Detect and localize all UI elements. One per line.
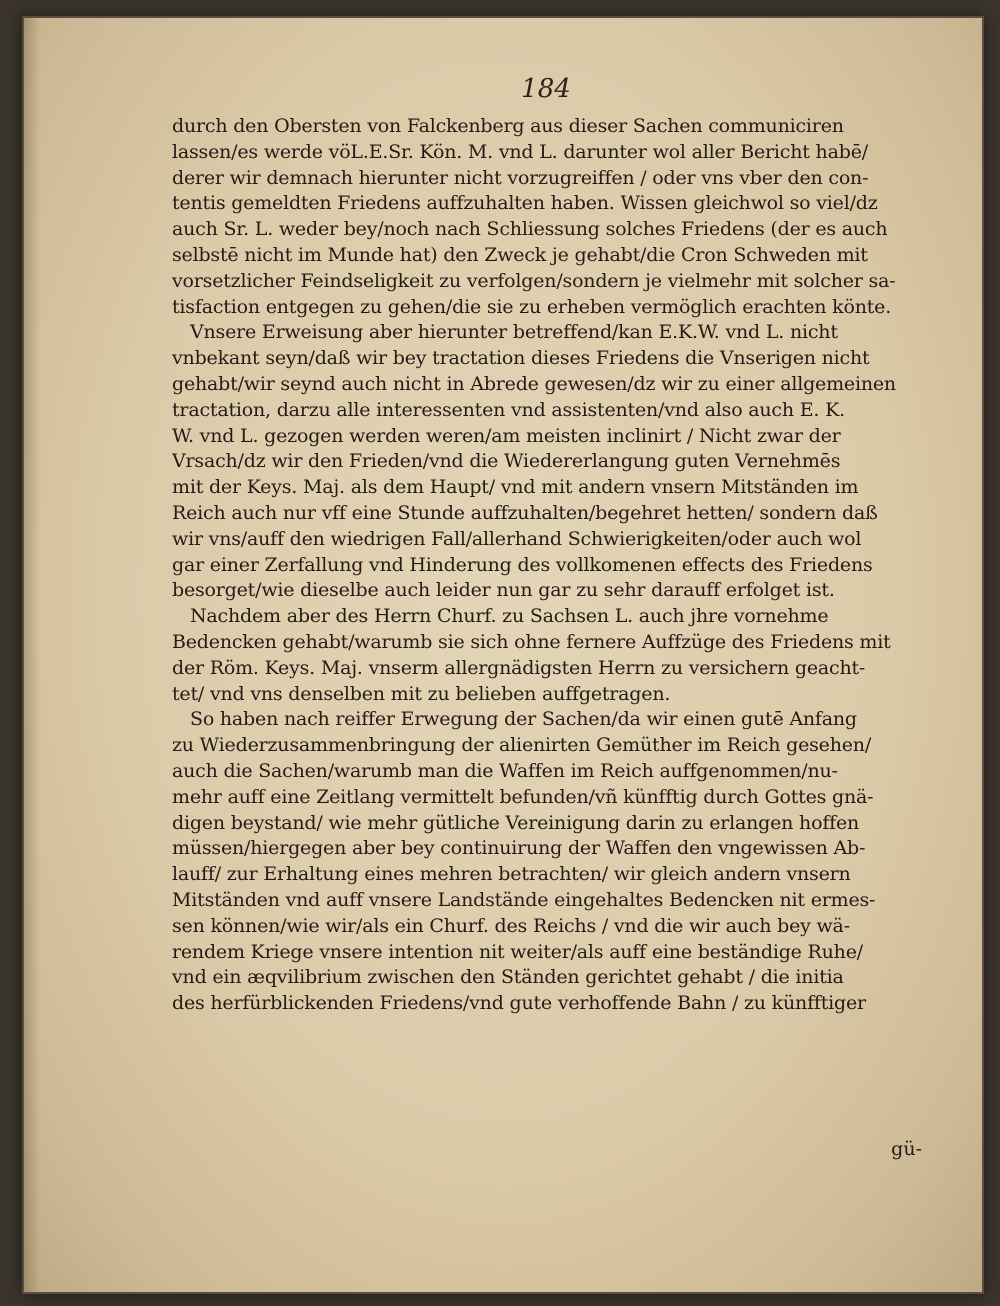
text-line: durch den Obersten von Falckenberg aus dieser Sachen communiciren [172,115,844,137]
text-line: tet/ vnd vns denselben mit zu belieben auffgetragen. [172,682,671,705]
text-line: auch die Sachen/warumb man die Waffen im Reich auffgenommen/nu- [172,759,838,782]
text-line: gehabt/wir seynd auch nicht in Abrede gewesen/dz wir zu einer allgemeinen [172,372,896,395]
text-line: Mitständen vnd auff vnsere Landstände eingehaltes Bedencken nit ermes- [172,888,876,911]
text-line: mehr auff eine Zeitlang vermittelt befunden/vñ künfftig durch Gottes gnä- [172,785,874,808]
text-line: rendem Kriege vnsere intention nit weiter/als auff eine beständige Ruhe/ [172,940,863,963]
text-line: tractation, darzu alle interessenten vnd assistenten/vnd also auch E. K. [172,398,845,421]
catchword: gü- [891,1138,922,1160]
text-line: des herfürblickenden Friedens/vnd gute verhoffende Bahn / zu künfftiger [172,992,866,1015]
text-line: lassen/es werde vöL.E.Sr. Kön. M. vnd L. darunter wol aller Bericht habē/ [172,140,868,163]
page-number: 184 [521,74,571,104]
text-line: besorget/wie dieselbe auch leider nun gar zu sehr darauff erfolget ist. [172,579,835,602]
text-line: lauff/ zur Erhaltung eines mehren betrachten/ wir gleich andern vnsern [172,863,851,886]
text-line: sen können/wie wir/als ein Churf. des Reichs / vnd die wir auch bey wä- [172,914,850,937]
text-line: Reich auch nur vff eine Stunde auffzuhalten/begehret hetten/ sondern daß [172,501,878,524]
text-line: Nachdem aber des Herrn Churf. zu Sachsen L. auch jhre vornehme [190,605,829,628]
text-line: Vnsere Erweisung aber hierunter betreffend/kan E.K.W. vnd L. nicht [190,321,838,344]
text-line: tisfaction entgegen zu gehen/die sie zu erheben vermöglich erachten könte. [172,295,892,318]
text-line: vnbekant seyn/daß wir bey tractation dieses Friedens die Vnserigen nicht [172,347,870,370]
text-line: Vrsach/dz wir den Frieden/vnd die Wiedererlangung guten Vernehmēs [172,450,841,473]
text-line: mit der Keys. Maj. als dem Haupt/ vnd mit andern vnsern Mitständen im [172,476,859,499]
text-line: auch Sr. L. weder bey/noch nach Schliessung solches Friedens (der es auch [172,218,888,241]
text-line: müssen/hiergegen aber bey continuirung der Waffen den vngewissen Ab- [172,837,866,860]
document-page [22,16,984,1294]
text-line: W. vnd L. gezogen werden weren/am meisten inclinirt / Nicht zwar der [172,424,841,447]
text-line: So haben nach reiffer Erwegung der Sachen/da wir einen gutē Anfang [190,708,857,731]
text-line: vnd ein æqvilibrium zwischen den Ständen gerichtet gehabt / die initia [172,966,844,989]
text-line: selbstē nicht im Munde hat) den Zweck je gehabt/die Cron Schweden mit [172,243,868,266]
text-line: derer wir demnach hierunter nicht vorzugreiffen / oder vns vber den con- [172,166,869,189]
text-line: tentis gemeldten Friedens auffzuhalten haben. Wissen gleichwol so viel/dz [172,192,878,215]
text-line: der Röm. Keys. Maj. vnserm allergnädigsten Herrn zu versichern geacht- [172,656,866,679]
text-line: digen beystand/ wie mehr gütliche Vereinigung darin zu erlangen hoffen [172,811,860,834]
text-line: gar einer Zerfallung vnd Hinderung des vollkomenen effects des Friedens [172,553,873,576]
text-line: wir vns/auff den wiedrigen Fall/allerhand Schwierigkeiten/oder auch wol [172,527,862,550]
text-line: Bedencken gehabt/warumb sie sich ohne fernere Auffzüge des Friedens mit [172,630,891,653]
text-line: zu Wiederzusammenbringung der alienirten Gemüther im Reich gesehen/ [172,734,872,757]
body-text [172,114,942,1017]
text-line: vorsetzlicher Feindseligkeit zu verfolgen/sondern je vielmehr mit solcher sa- [172,269,896,292]
